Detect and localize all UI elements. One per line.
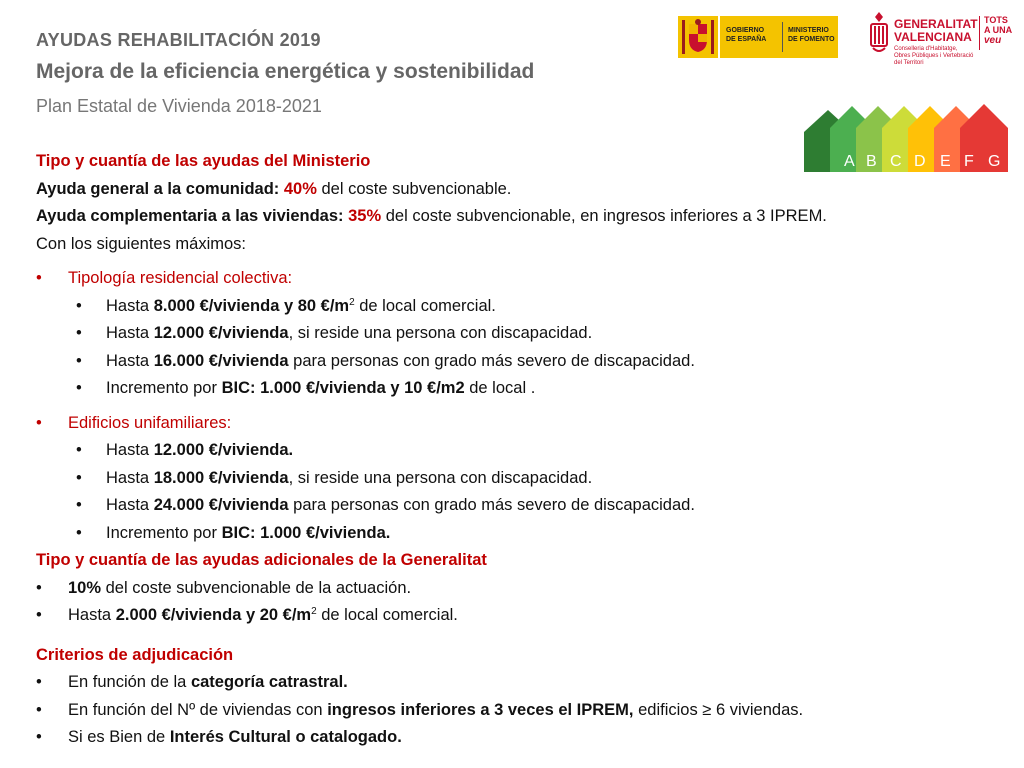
list-item (36, 602, 936, 630)
item-emphasis: categoría catrastral. (190, 673, 348, 691)
item-text: Hasta (106, 324, 150, 342)
item-text: Hasta (106, 468, 150, 487)
item-amount: BIC: 1.000 €/vivienda y 10 €/m2 (221, 379, 465, 397)
main-content (36, 148, 936, 752)
unifamiliares-title: Edificios unifamiliares: (68, 413, 232, 432)
list-item (36, 437, 936, 465)
item-text: En función del Nº de viviendas con (68, 700, 323, 719)
slogan-line-1: TOTS (984, 15, 1008, 25)
energy-letter-d: D (914, 153, 926, 170)
list-item (36, 724, 936, 752)
item-text: En función de la (68, 673, 187, 691)
bullet: • (76, 496, 82, 514)
item-text: de local comercial. (359, 296, 496, 315)
bullet: • (76, 523, 82, 542)
list-item-unifamiliares (36, 410, 936, 438)
list-item (36, 492, 936, 520)
item-emphasis: Interés Cultural o catalogado. (169, 728, 402, 746)
item-text: , si reside una persona con discapacidad. (288, 468, 593, 487)
generalitat-dept-2: Obres Públiques i Vertebració (894, 53, 974, 59)
list-item (36, 320, 936, 348)
section-heading-ministerio: Tipo y cuantía de las ayudas del Ministerio (36, 152, 371, 170)
generalitat-name-2: VALENCIANA (894, 30, 972, 44)
item-amount: 24.000 €/vivienda (153, 496, 289, 514)
list-item (36, 348, 936, 376)
bullet: • (36, 578, 42, 597)
item-text: del coste subvencionable de la actuación. (105, 578, 412, 597)
bullet: • (76, 296, 82, 315)
slogan-line-2: A UNA (984, 25, 1013, 35)
energy-letter-b: B (866, 153, 877, 170)
gobierno-espana-logo (678, 16, 838, 58)
bullet: • (36, 413, 42, 432)
gobierno-line-1: GOBIERNO (726, 27, 765, 34)
page-subtitle: Plan Estatal de Vivienda 2018-2021 (36, 96, 322, 116)
bullet: • (36, 673, 42, 691)
ayuda-complementaria-label: Ayuda complementaria a las viviendas: (36, 207, 344, 225)
maximos-intro: Con los siguientes máximos: (36, 234, 247, 253)
generalitat-emblem-icon (868, 10, 890, 56)
ministerio-line-2: DE FOMENTO (788, 36, 835, 43)
logo-divider (979, 16, 980, 50)
item-amount: 2.000 €/vivienda y 20 €/m (115, 606, 312, 624)
item-text: Hasta (106, 496, 150, 514)
header-top-title: AYUDAS REHABILITACIÓN 2019 (36, 30, 321, 50)
ayuda-complementaria-text: del coste subvencionable, en ingresos inferiores a 3 IPREM. (385, 207, 827, 225)
generalitat-valenciana-logo (868, 8, 1018, 68)
item-text: para personas con grado más severo de discapacidad. (293, 496, 695, 514)
ayuda-general-line (36, 176, 936, 204)
item-text: Hasta (106, 441, 150, 459)
bullet: • (76, 468, 82, 487)
bullet: • (76, 441, 82, 459)
ministerio-line-1: MINISTERIO (788, 27, 829, 34)
item-amount: 8.000 €/vivienda y 80 €/m (153, 296, 350, 315)
superscript: 2 (349, 296, 355, 308)
energy-letter-g: G (988, 153, 1001, 170)
generalitat-dept-1: Conselleria d'Habitatge, (894, 46, 958, 52)
item-text: Incremento por (106, 379, 217, 397)
item-amount: 12.000 €/vivienda. (153, 441, 294, 459)
bullet: • (76, 351, 82, 370)
item-text: , si reside una persona con discapacidad. (288, 324, 593, 342)
item-amount: 10% (68, 578, 102, 597)
bullet: • (76, 324, 82, 342)
item-emphasis: ingresos inferiores a 3 veces el IPREM, (327, 700, 634, 719)
item-text: Hasta (68, 606, 112, 624)
list-item (36, 697, 936, 725)
generalitat-name-1: GENERALITAT (894, 17, 978, 31)
bullet: • (36, 269, 42, 287)
page-title: Mejora de la eficiencia energética y sostenibilidad (36, 60, 535, 83)
energy-letter-c: C (890, 153, 902, 170)
ayuda-complementaria-line (36, 203, 936, 231)
superscript: 2 (311, 606, 317, 617)
gobierno-line-2: DE ESPAÑA (726, 36, 767, 43)
bullet: • (76, 379, 82, 397)
list-item (36, 520, 936, 548)
bullet: • (36, 606, 42, 624)
generalitat-dept-3: del Territori (894, 60, 924, 66)
list-item (36, 375, 936, 403)
logo-divider (782, 22, 783, 52)
item-amount: 18.000 €/vivienda (153, 468, 289, 487)
list-item (36, 465, 936, 493)
ayuda-general-label: Ayuda general a la comunidad: (36, 179, 280, 198)
energy-letter-e: E (940, 153, 951, 170)
section-heading-criterios: Criterios de adjudicación (36, 645, 234, 664)
list-item (36, 575, 936, 603)
bullet: • (36, 728, 42, 746)
energy-letter-a: A (844, 153, 855, 170)
item-text: Incremento por (106, 523, 217, 542)
item-amount: 12.000 €/vivienda (153, 324, 289, 342)
item-text: Hasta (106, 351, 150, 370)
ayuda-general-percent: 40% (283, 179, 317, 198)
colectiva-title: Tipología residencial colectiva: (68, 269, 293, 287)
item-text: para personas con grado más severo de discapacidad. (293, 351, 695, 370)
item-amount: 16.000 €/vivienda (153, 351, 289, 370)
item-amount: BIC: 1.000 €/vivienda. (221, 523, 391, 542)
item-text: Hasta (106, 296, 150, 315)
ayuda-complementaria-percent: 35% (348, 207, 382, 225)
ayuda-general-text: del coste subvencionable. (321, 179, 512, 198)
spain-coat-of-arms-icon (678, 16, 718, 58)
section-heading-generalitat: Tipo y cuantía de las ayudas adicionales de la Generalitat (36, 551, 487, 569)
item-text: Si es Bien de (68, 728, 166, 746)
list-item (36, 669, 936, 697)
slogan-line-3: veu (984, 35, 1002, 46)
item-text: edificios ≥ 6 viviendas. (638, 700, 804, 719)
energy-letter-f: F (964, 153, 974, 170)
item-text: de local comercial. (321, 606, 458, 624)
list-item-colectiva (36, 265, 936, 293)
item-text: de local . (469, 379, 536, 397)
bullet: • (36, 700, 42, 719)
list-item (36, 293, 936, 321)
